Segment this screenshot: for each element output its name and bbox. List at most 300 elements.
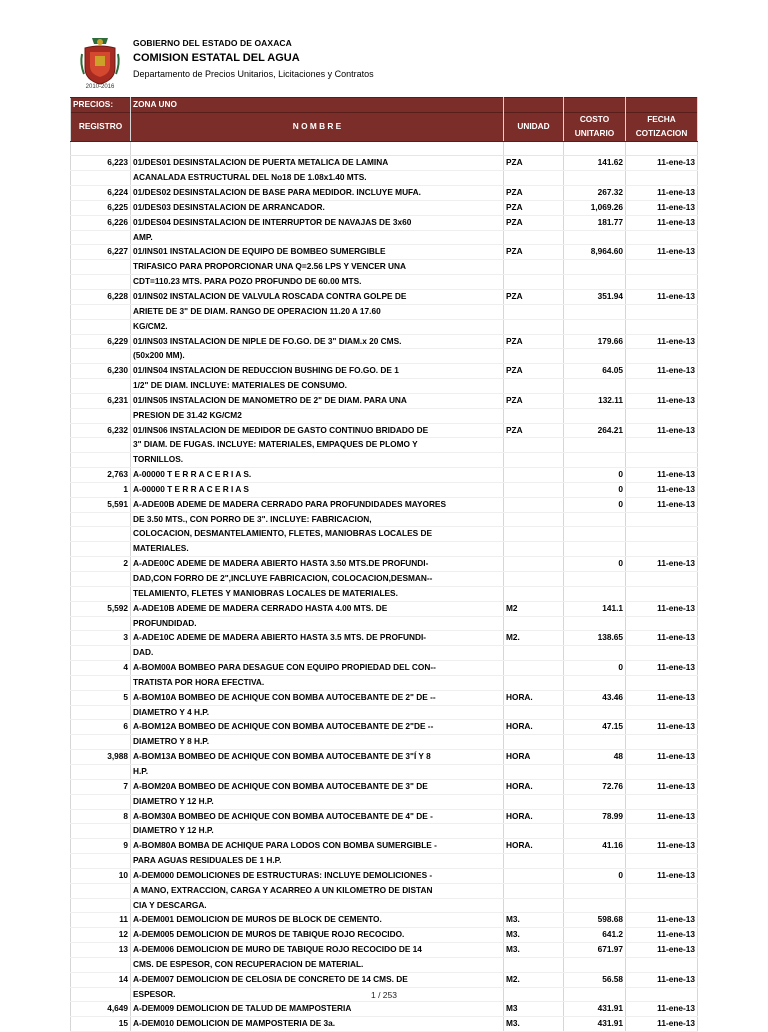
table-row xyxy=(71,453,698,468)
unidad-cell xyxy=(504,824,564,839)
costo-cell xyxy=(564,260,626,275)
zone-value: ZONA UNO xyxy=(131,98,504,113)
nombre-cell: A-BOM10A BOMBEO DE ACHIQUE CON BOMBA AUTOCEBANTE DE 2" DE -- xyxy=(131,690,504,705)
fecha-cell xyxy=(626,764,698,779)
fecha-cell: 11-ene-13 xyxy=(626,690,698,705)
fecha-cell: 11-ene-13 xyxy=(626,557,698,572)
nombre-cell: A-DEM005 DEMOLICION DE MUROS DE TABIQUE ROJO RECOCIDO. xyxy=(131,928,504,943)
registro-cell xyxy=(71,854,131,869)
registro-cell xyxy=(71,764,131,779)
unidad-cell: M2 xyxy=(504,601,564,616)
unidad-cell: PZA xyxy=(504,393,564,408)
costo-cell xyxy=(564,824,626,839)
registro-cell xyxy=(71,453,131,468)
nombre-cell: 01/DES04 DESINSTALACION DE INTERRUPTOR DE NAVAJAS DE 3x60 xyxy=(131,215,504,230)
costo-cell: 0 xyxy=(564,497,626,512)
registro-cell: 6,225 xyxy=(71,200,131,215)
unidad-cell xyxy=(504,735,564,750)
fecha-cell xyxy=(626,438,698,453)
nombre-cell: COLOCACION, DESMANTELAMIENTO, FLETES, MANIOBRAS LOCALES DE xyxy=(131,527,504,542)
costo-cell: 141.1 xyxy=(564,601,626,616)
fecha-cell: 11-ene-13 xyxy=(626,334,698,349)
nombre-cell: 1/2" DE DIAM. INCLUYE: MATERIALES DE CONSUMO. xyxy=(131,379,504,394)
table-row xyxy=(71,334,698,349)
table-row xyxy=(71,883,698,898)
fecha-cell: 11-ene-13 xyxy=(626,928,698,943)
table-row xyxy=(71,735,698,750)
unidad-cell xyxy=(504,898,564,913)
nombre-cell: A MANO, EXTRACCION, CARGA Y ACARREO A UN KILOMETRO DE DISTAN xyxy=(131,883,504,898)
table-row xyxy=(71,661,698,676)
nombre-cell: (50x200 MM). xyxy=(131,349,504,364)
table-row xyxy=(71,349,698,364)
table-row xyxy=(71,794,698,809)
registro-cell xyxy=(71,883,131,898)
fecha-cell: 11-ene-13 xyxy=(626,868,698,883)
fecha-cell xyxy=(626,230,698,245)
nombre-cell: PROFUNDIDAD. xyxy=(131,616,504,631)
nombre-cell: ESPESOR. xyxy=(131,987,504,1002)
nombre-cell: ACANALADA ESTRUCTURAL DEL No18 DE 1.08x1.40 MTS. xyxy=(131,171,504,186)
table-row xyxy=(71,423,698,438)
costo-cell: 1,069.26 xyxy=(564,200,626,215)
table-body xyxy=(71,156,698,1032)
costo-cell: 0 xyxy=(564,868,626,883)
nombre-cell: TORNILLOS. xyxy=(131,453,504,468)
unidad-cell: PZA xyxy=(504,245,564,260)
unidad-cell xyxy=(504,230,564,245)
costo-cell xyxy=(564,304,626,319)
fecha-cell xyxy=(626,586,698,601)
fecha-cell xyxy=(626,735,698,750)
table-row xyxy=(71,572,698,587)
table-row xyxy=(71,468,698,483)
costo-cell: 78.99 xyxy=(564,809,626,824)
registro-cell xyxy=(71,527,131,542)
costo-cell: 264.21 xyxy=(564,423,626,438)
nombre-cell: H.P. xyxy=(131,764,504,779)
table-row xyxy=(71,497,698,512)
nombre-cell: A-ADE00C ADEME DE MADERA ABIERTO HASTA 3.50 MTS.DE PROFUNDI- xyxy=(131,557,504,572)
fecha-cell: 11-ene-13 xyxy=(626,393,698,408)
fecha-cell xyxy=(626,527,698,542)
costo-cell: 351.94 xyxy=(564,289,626,304)
page-number: 1 / 253 xyxy=(371,990,397,1000)
fecha-cell xyxy=(626,854,698,869)
nombre-cell: A-BOM80A BOMBA DE ACHIQUE PARA LODOS CON BOMBA SUMERGIBLE - xyxy=(131,839,504,854)
nombre-cell: 01/INS06 INSTALACION DE MEDIDOR DE GASTO CONTINUO BRIDADO DE xyxy=(131,423,504,438)
costo-cell: 8,964.60 xyxy=(564,245,626,260)
fecha-cell xyxy=(626,898,698,913)
registro-cell xyxy=(71,438,131,453)
nombre-cell: TELAMIENTO, FLETES Y MANIOBRAS LOCALES DE MATERIALES. xyxy=(131,586,504,601)
nombre-cell: TRATISTA POR HORA EFECTIVA. xyxy=(131,675,504,690)
fecha-cell: 11-ene-13 xyxy=(626,779,698,794)
fecha-cell xyxy=(626,319,698,334)
table-row xyxy=(71,764,698,779)
nombre-cell: 01/DES01 DESINSTALACION DE PUERTA METALICA DE LAMINA xyxy=(131,156,504,171)
costo-cell: 48 xyxy=(564,750,626,765)
fecha-cell: 11-ene-13 xyxy=(626,631,698,646)
costo-cell: 72.76 xyxy=(564,779,626,794)
table-row xyxy=(71,542,698,557)
table-row xyxy=(71,809,698,824)
table-row xyxy=(71,156,698,171)
registro-cell: 6,226 xyxy=(71,215,131,230)
nombre-cell: CIA Y DESCARGA. xyxy=(131,898,504,913)
costo-cell xyxy=(564,275,626,290)
costo-cell: 41.16 xyxy=(564,839,626,854)
fecha-cell: 11-ene-13 xyxy=(626,750,698,765)
registro-cell xyxy=(71,824,131,839)
table-row xyxy=(71,824,698,839)
nombre-cell: DE 3.50 MTS., CON PORRO DE 3". INCLUYE: FABRICACION, xyxy=(131,512,504,527)
unidad-cell xyxy=(504,497,564,512)
table-row xyxy=(71,230,698,245)
unidad-cell xyxy=(504,171,564,186)
nombre-cell: A-DEM009 DEMOLICION DE TALUD DE MAMPOSTERIA xyxy=(131,1002,504,1017)
costo-cell xyxy=(564,319,626,334)
table-row xyxy=(71,616,698,631)
registro-cell: 4 xyxy=(71,661,131,676)
costo-cell xyxy=(564,586,626,601)
costo-cell: 0 xyxy=(564,661,626,676)
costo-cell xyxy=(564,705,626,720)
nombre-cell: AMP. xyxy=(131,230,504,245)
costo-cell xyxy=(564,898,626,913)
unidad-cell xyxy=(504,304,564,319)
col-fecha-cotizacion: FECHA COTIZACION xyxy=(626,112,698,141)
nombre-cell: A-ADE10C ADEME DE MADERA ABIERTO HASTA 3.5 MTS. DE PROFUNDI- xyxy=(131,631,504,646)
registro-cell xyxy=(71,542,131,557)
costo-cell xyxy=(564,646,626,661)
costo-cell xyxy=(564,438,626,453)
fecha-cell xyxy=(626,675,698,690)
registro-cell: 3 xyxy=(71,631,131,646)
table-row xyxy=(71,557,698,572)
costo-cell xyxy=(564,675,626,690)
unidad-cell: PZA xyxy=(504,364,564,379)
fecha-cell xyxy=(626,260,698,275)
col-costo-unitario: COSTO UNITARIO xyxy=(564,112,626,141)
unidad-cell xyxy=(504,586,564,601)
fecha-cell xyxy=(626,824,698,839)
nombre-cell: A-ADE10B ADEME DE MADERA CERRADO HASTA 4.00 MTS. DE xyxy=(131,601,504,616)
registro-cell: 7 xyxy=(71,779,131,794)
registro-cell: 5,592 xyxy=(71,601,131,616)
unidad-cell: PZA xyxy=(504,334,564,349)
registro-cell xyxy=(71,735,131,750)
registro-cell: 6 xyxy=(71,720,131,735)
table-row xyxy=(71,928,698,943)
unidad-cell xyxy=(504,883,564,898)
costo-cell: 0 xyxy=(564,557,626,572)
unidad-cell: HORA. xyxy=(504,809,564,824)
col-nombre: N O M B R E xyxy=(131,112,504,141)
costo-cell xyxy=(564,616,626,631)
nombre-cell: DAD,CON FORRO DE 2",INCLUYE FABRICACION, COLOCACION,DESMAN-- xyxy=(131,572,504,587)
unidad-cell: HORA. xyxy=(504,839,564,854)
registro-cell xyxy=(71,260,131,275)
table-row xyxy=(71,379,698,394)
nombre-cell: MATERIALES. xyxy=(131,542,504,557)
table-row xyxy=(71,898,698,913)
unidad-cell xyxy=(504,542,564,557)
table-row xyxy=(71,393,698,408)
registro-cell: 6,227 xyxy=(71,245,131,260)
table-row xyxy=(71,1002,698,1017)
costo-cell: 47.15 xyxy=(564,720,626,735)
unidad-cell xyxy=(504,675,564,690)
registro-cell: 8 xyxy=(71,809,131,824)
table-row xyxy=(71,631,698,646)
nombre-cell: DIAMETRO Y 4 H.P. xyxy=(131,705,504,720)
costo-cell: 0 xyxy=(564,482,626,497)
costo-cell: 431.91 xyxy=(564,1002,626,1017)
registro-cell: 6,231 xyxy=(71,393,131,408)
registro-cell: 4,649 xyxy=(71,1002,131,1017)
unidad-cell xyxy=(504,453,564,468)
nombre-cell: A-DEM001 DEMOLICION DE MUROS DE BLOCK DE CEMENTO. xyxy=(131,913,504,928)
costo-cell xyxy=(564,794,626,809)
fecha-cell: 11-ene-13 xyxy=(626,200,698,215)
nombre-cell: DIAMETRO Y 8 H.P. xyxy=(131,735,504,750)
table-row xyxy=(71,438,698,453)
registro-cell: 6,229 xyxy=(71,334,131,349)
registro-cell: 6,224 xyxy=(71,186,131,201)
table-row xyxy=(71,913,698,928)
registro-cell xyxy=(71,646,131,661)
unidad-cell xyxy=(504,408,564,423)
fecha-cell: 11-ene-13 xyxy=(626,1017,698,1032)
fecha-cell: 11-ene-13 xyxy=(626,497,698,512)
costo-cell xyxy=(564,854,626,869)
fecha-cell xyxy=(626,883,698,898)
unidad-cell xyxy=(504,794,564,809)
fecha-cell xyxy=(626,379,698,394)
unidad-cell xyxy=(504,379,564,394)
table-row xyxy=(71,586,698,601)
costo-cell: 641.2 xyxy=(564,928,626,943)
nombre-cell: PRESION DE 31.42 KG/CM2 xyxy=(131,408,504,423)
registro-cell: 6,230 xyxy=(71,364,131,379)
costo-cell xyxy=(564,542,626,557)
unidad-cell xyxy=(504,319,564,334)
table-row xyxy=(71,690,698,705)
table-row xyxy=(71,943,698,958)
col-unidad: UNIDAD xyxy=(504,112,564,141)
nombre-cell: 01/DES02 DESINSTALACION DE BASE PARA MEDIDOR. INCLUYE MUFA. xyxy=(131,186,504,201)
fecha-cell: 11-ene-13 xyxy=(626,423,698,438)
costo-cell: 179.66 xyxy=(564,334,626,349)
registro-cell: 9 xyxy=(71,839,131,854)
nombre-cell: DAD. xyxy=(131,646,504,661)
unidad-cell xyxy=(504,661,564,676)
costo-cell: 0 xyxy=(564,468,626,483)
registro-cell: 15 xyxy=(71,1017,131,1032)
fecha-cell: 11-ene-13 xyxy=(626,468,698,483)
unidad-cell xyxy=(504,468,564,483)
fecha-cell xyxy=(626,572,698,587)
costo-cell: 56.58 xyxy=(564,972,626,987)
fecha-cell xyxy=(626,542,698,557)
fecha-cell xyxy=(626,408,698,423)
table-row xyxy=(71,705,698,720)
price-table xyxy=(70,97,698,1032)
registro-cell: 5,591 xyxy=(71,497,131,512)
zone-row xyxy=(71,98,698,113)
unidad-cell: M3. xyxy=(504,913,564,928)
table-row xyxy=(71,319,698,334)
fecha-cell xyxy=(626,646,698,661)
costo-cell xyxy=(564,408,626,423)
table-row xyxy=(71,245,698,260)
registro-cell xyxy=(71,408,131,423)
registro-cell: 6,232 xyxy=(71,423,131,438)
table-row xyxy=(71,720,698,735)
table-row xyxy=(71,289,698,304)
unidad-cell: M2. xyxy=(504,972,564,987)
costo-cell: 141.62 xyxy=(564,156,626,171)
unidad-cell xyxy=(504,512,564,527)
registro-cell: 13 xyxy=(71,943,131,958)
registro-cell: 2 xyxy=(71,557,131,572)
registro-cell: 3,988 xyxy=(71,750,131,765)
table-row xyxy=(71,512,698,527)
unidad-cell: M2. xyxy=(504,631,564,646)
registro-cell xyxy=(71,512,131,527)
letterhead xyxy=(78,34,698,96)
fecha-cell: 11-ene-13 xyxy=(626,215,698,230)
nombre-cell: 01/INS02 INSTALACION DE VALVULA ROSCADA CONTRA GOLPE DE xyxy=(131,289,504,304)
unidad-cell xyxy=(504,482,564,497)
nombre-cell: A-BOM12A BOMBEO DE ACHIQUE CON BOMBA AUTOCEBANTE DE 2"DE -- xyxy=(131,720,504,735)
registro-cell xyxy=(71,705,131,720)
nombre-cell: TRIFASICO PARA PROPORCIONAR UNA Q=2.56 LPS Y VENCER UNA xyxy=(131,260,504,275)
col-registro: REGISTRO xyxy=(71,112,131,141)
unidad-cell: M3. xyxy=(504,928,564,943)
unidad-cell xyxy=(504,527,564,542)
costo-cell: 64.05 xyxy=(564,364,626,379)
nombre-cell: A-BOM00A BOMBEO PARA DESAGUE CON EQUIPO PROPIEDAD DEL CON-- xyxy=(131,661,504,676)
unidad-cell: M3. xyxy=(504,1017,564,1032)
fecha-cell: 11-ene-13 xyxy=(626,839,698,854)
nombre-cell: A-BOM20A BOMBEO DE ACHIQUE CON BOMBA AUTOCEBANTE DE 3" DE xyxy=(131,779,504,794)
unidad-cell xyxy=(504,438,564,453)
registro-cell xyxy=(71,572,131,587)
fecha-cell xyxy=(626,957,698,972)
unidad-cell: PZA xyxy=(504,215,564,230)
nombre-cell: A-DEM007 DEMOLICION DE CELOSIA DE CONCRETO DE 14 CMS. DE xyxy=(131,972,504,987)
unidad-cell: PZA xyxy=(504,423,564,438)
registro-cell xyxy=(71,794,131,809)
table-row xyxy=(71,200,698,215)
costo-cell: 598.68 xyxy=(564,913,626,928)
unidad-cell xyxy=(504,260,564,275)
fecha-cell: 11-ene-13 xyxy=(626,245,698,260)
registro-cell xyxy=(71,171,131,186)
table-row xyxy=(71,408,698,423)
nombre-cell: A-00000 T E R R A C E R I A S xyxy=(131,482,504,497)
registro-cell: 5 xyxy=(71,690,131,705)
nombre-cell: A-DEM010 DEMOLICION DE MAMPOSTERIA DE 3a. xyxy=(131,1017,504,1032)
costo-cell: 431.91 xyxy=(564,1017,626,1032)
costo-cell xyxy=(564,957,626,972)
registro-cell: 14 xyxy=(71,972,131,987)
unidad-cell: HORA. xyxy=(504,779,564,794)
column-header-row xyxy=(71,112,698,141)
fecha-cell: 11-ene-13 xyxy=(626,1002,698,1017)
costo-cell xyxy=(564,883,626,898)
registro-cell xyxy=(71,898,131,913)
fecha-cell xyxy=(626,275,698,290)
nombre-cell: 01/DES03 DESINSTALACION DE ARRANCADOR. xyxy=(131,200,504,215)
department-name: Departamento de Precios Unitarios, Licitaciones y Contratos xyxy=(133,69,374,79)
fecha-cell: 11-ene-13 xyxy=(626,809,698,824)
fecha-cell xyxy=(626,705,698,720)
costo-cell xyxy=(564,527,626,542)
costo-cell: 43.46 xyxy=(564,690,626,705)
costo-cell xyxy=(564,512,626,527)
unidad-cell: M3 xyxy=(504,1002,564,1017)
unidad-cell: PZA xyxy=(504,289,564,304)
nombre-cell: A-BOM13A BOMBEO DE ACHIQUE CON BOMBA AUTOCEBANTE DE 3"Í Y 8 xyxy=(131,750,504,765)
fecha-cell: 11-ene-13 xyxy=(626,661,698,676)
table-row xyxy=(71,854,698,869)
unidad-cell: PZA xyxy=(504,186,564,201)
unidad-cell: M3. xyxy=(504,943,564,958)
costo-cell xyxy=(564,572,626,587)
nombre-cell: PARA AGUAS RESIDUALES DE 1 H.P. xyxy=(131,854,504,869)
table-row xyxy=(71,675,698,690)
org-name: GOBIERNO DEL ESTADO DE OAXACA xyxy=(133,38,292,48)
table-row xyxy=(71,957,698,972)
registro-cell: 6,228 xyxy=(71,289,131,304)
registro-cell xyxy=(71,675,131,690)
unidad-cell: PZA xyxy=(504,156,564,171)
fecha-cell xyxy=(626,616,698,631)
table-row xyxy=(71,260,698,275)
unidad-cell: HORA xyxy=(504,750,564,765)
unidad-cell xyxy=(504,572,564,587)
costo-cell xyxy=(564,171,626,186)
costo-cell xyxy=(564,379,626,394)
unidad-cell xyxy=(504,616,564,631)
table-row xyxy=(71,527,698,542)
fecha-cell: 11-ene-13 xyxy=(626,289,698,304)
nombre-cell: 01/INS03 INSTALACION DE NIPLE DE FO.GO. DE 3" DIAM.x 20 CMS. xyxy=(131,334,504,349)
registro-cell: 12 xyxy=(71,928,131,943)
registro-cell: 6,223 xyxy=(71,156,131,171)
costo-cell: 267.32 xyxy=(564,186,626,201)
fecha-cell: 11-ene-13 xyxy=(626,156,698,171)
unidad-cell xyxy=(504,349,564,364)
fecha-cell xyxy=(626,171,698,186)
fecha-cell: 11-ene-13 xyxy=(626,943,698,958)
costo-cell: 671.97 xyxy=(564,943,626,958)
unidad-cell: HORA. xyxy=(504,690,564,705)
registro-cell: 11 xyxy=(71,913,131,928)
nombre-cell: A-DEM006 DEMOLICION DE MURO DE TABIQUE ROJO RECOCIDO DE 14 xyxy=(131,943,504,958)
table-row xyxy=(71,972,698,987)
unidad-cell xyxy=(504,557,564,572)
unidad-cell xyxy=(504,957,564,972)
nombre-cell: ARIETE DE 3" DE DIAM. RANGO DE OPERACION 11.20 A 17.60 xyxy=(131,304,504,319)
registro-cell: 2,763 xyxy=(71,468,131,483)
table-row xyxy=(71,304,698,319)
table-row xyxy=(71,868,698,883)
table-row xyxy=(71,364,698,379)
